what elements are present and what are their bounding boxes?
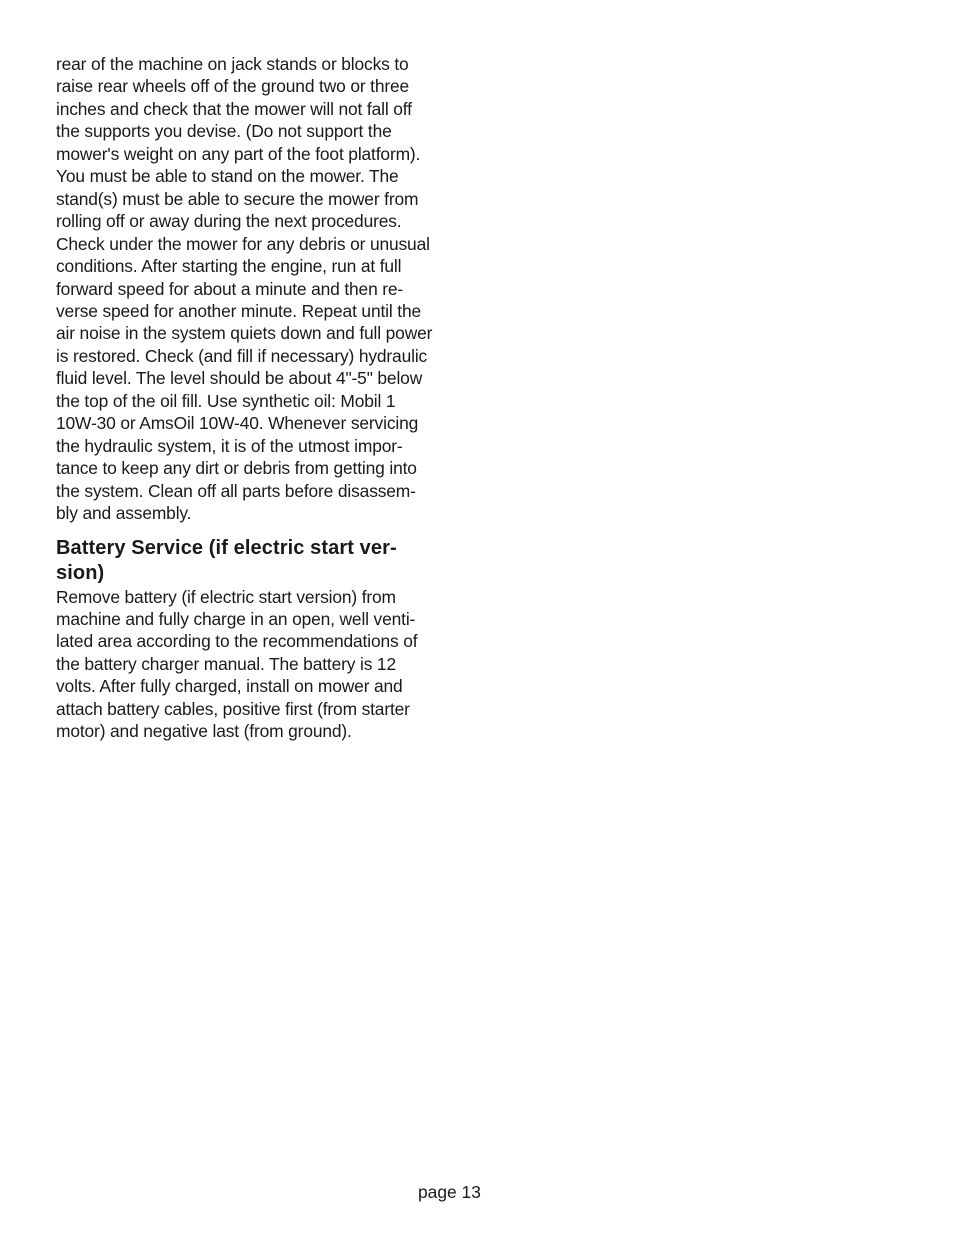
paragraph-line: conditions. After starting the engine, run at full bbox=[56, 256, 402, 277]
paragraph-line: lated area according to the recommendations of bbox=[56, 631, 418, 652]
paragraph-line: verse speed for another minute. Repeat until the bbox=[56, 300, 421, 321]
paragraph-line: air noise in the system quiets down and full power bbox=[56, 323, 433, 344]
paragraph-line: the hydraulic system, it is of the utmost impor- bbox=[56, 435, 403, 456]
paragraph-line: stand(s) must be able to secure the mower from bbox=[56, 188, 419, 209]
paragraph-line: bly and assembly. bbox=[56, 503, 192, 524]
paragraph-line: the top of the oil fill. Use synthetic oil: Mobil 1 bbox=[56, 390, 396, 411]
paragraph-line: raise rear wheels off of the ground two or three bbox=[56, 76, 410, 97]
paragraph-line: the system. Clean off all parts before disassem- bbox=[56, 480, 416, 501]
hydraulic-paragraph bbox=[56, 53, 456, 525]
paragraph-line: rear of the machine on jack stands or blocks to bbox=[56, 54, 409, 74]
paragraph-line: mower's weight on any part of the foot platform). bbox=[56, 143, 421, 164]
page-number: page 13 bbox=[418, 1182, 481, 1202]
battery-paragraph bbox=[56, 586, 456, 743]
paragraph-line: 10W-30 or AmsOil 10W-40. Whenever servicing bbox=[56, 413, 419, 434]
paragraph-line: tance to keep any dirt or debris from getting into bbox=[56, 458, 417, 479]
paragraph-line: forward speed for about a minute and then re- bbox=[56, 278, 404, 299]
paragraph-line: inches and check that the mower will not fall off bbox=[56, 98, 412, 119]
paragraph-line: volts. After fully charged, install on mower and bbox=[56, 676, 403, 697]
paragraph-line: the battery charger manual. The battery is 12 bbox=[56, 653, 396, 674]
text-column bbox=[56, 53, 456, 743]
heading-line: Battery Service (if electric start ver- bbox=[56, 536, 397, 559]
paragraph-line: fluid level. The level should be about 4"-5" below bbox=[56, 368, 423, 389]
paragraph-line: the supports you devise. (Do not support the bbox=[56, 121, 392, 142]
paragraph-line: rolling off or away during the next procedures. bbox=[56, 211, 402, 232]
heading-line: sion) bbox=[56, 561, 105, 584]
section-heading-battery-service bbox=[56, 536, 456, 586]
paragraph-line: is restored. Check (and fill if necessary) hydraulic bbox=[56, 345, 428, 366]
paragraph-line: attach battery cables, positive first (from starter bbox=[56, 698, 410, 719]
paragraph-line: Check under the mower for any debris or unusual bbox=[56, 233, 430, 254]
paragraph-line: Remove battery (if electric start version) from bbox=[56, 586, 396, 607]
paragraph-line: machine and fully charge in an open, well venti- bbox=[56, 608, 416, 629]
paragraph-line: motor) and negative last (from ground). bbox=[56, 721, 352, 742]
paragraph-line: You must be able to stand on the mower. The bbox=[56, 166, 399, 187]
